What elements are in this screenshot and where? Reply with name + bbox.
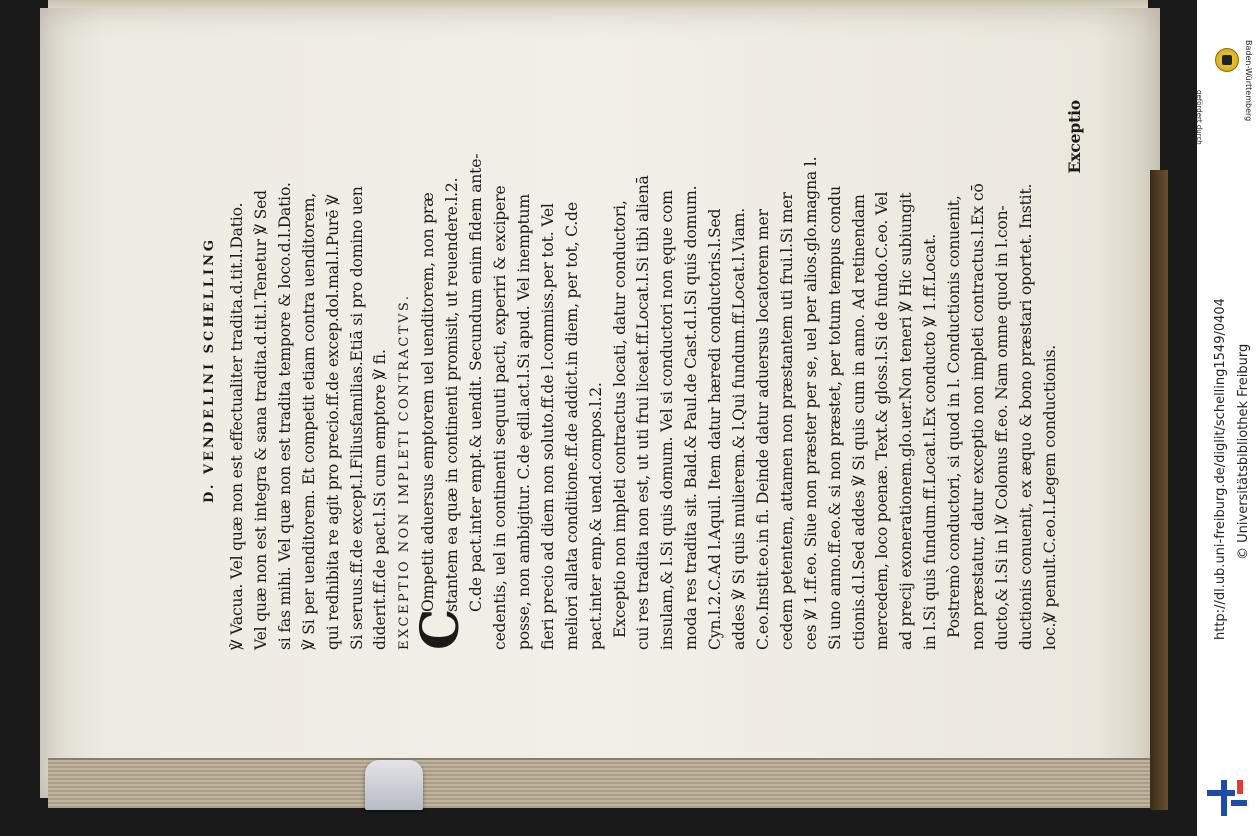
text-line: Cyn.l.2.C.Ad l.Aquil. Item datur hæredi conductoris.l.Sed: [706, 208, 725, 650]
text-line: Si seruus.ff.de except.l.Filiusfamilias.Etiā si pro domino uen: [347, 186, 366, 650]
text-line: C.eo.Instit.eo.in fi. Deinde datur aduersus locatorem mer: [753, 209, 772, 650]
library-logo-icon[interactable]: [1207, 780, 1251, 824]
text-line: C.de pact.inter empt.& uendit. Secundum enim fidem ante-: [467, 153, 486, 612]
text-line: meliori allata conditione.ff.de addict.in diem, per tot, C.de: [562, 202, 581, 650]
book-spine: [1150, 170, 1168, 810]
text-line: cedem petentem, attamen non præstantem uti frui.l.Si mer: [777, 192, 796, 650]
text-line: insulam,& l.Si quis domum. Vel si conductori non ęque com: [658, 190, 677, 650]
text-line: addes ℣ Si quis mulierem.& l.Qui fundum.ff.Locat.l.Viam.: [730, 207, 749, 650]
text-line: si fas mihi. Vel quæ non est tradita tempore & loco.d.l.Datio.: [275, 182, 294, 650]
catchword: Exceptio: [1064, 100, 1084, 174]
text-line: loc.℣ penult.C.eo.l.Legem conductionis.: [1040, 344, 1059, 650]
text-line: Vel quæ non est integra & sana tradita.d.tit.l.Tenetur ℣ Sed: [251, 190, 270, 650]
text-line: Exceptio non impleti contractus locati, datur conductori,: [610, 200, 629, 638]
text-line: in l.Si quis fundum.ff.Locat.l.Ex conducto ℣ 1.ff.Locat.: [921, 234, 940, 650]
running-head: D. VENDELINI SCHELLING: [202, 237, 217, 503]
sponsor-line2: Baden-Württemberg: [1244, 40, 1253, 122]
copyright-notice: © Universitätsbibliothek Freiburg: [1236, 343, 1251, 560]
text-line: moda res tradita sit. Bald.& Paul.de Cast.d.l.Si quis domum.: [682, 185, 701, 650]
text-line: cedentis, uel in continenti sequuti pacti, experiri & excipere: [490, 185, 509, 650]
coat-of-arms-icon: [1215, 48, 1239, 72]
text-line: ductionis conuenit, ex æquo & bono præstari oportet. Instit.: [1016, 183, 1035, 650]
text-line: ces ℣ 1.ff.eo. Siue non præster per se, uel per alios.glo.magna l.: [801, 156, 820, 650]
text-line: ducto,& l.Si in l.℣ Colonus ff.eo. Nam omne quod in l.con-: [993, 205, 1011, 650]
text-line: Postremò conductori, si quod in l. Conductionis conuenit,: [945, 195, 964, 638]
text-line: non præstatur, datur exceptio non impleti contractus.l.Ex cō: [969, 183, 988, 650]
text-line: qui redhibita re agit pro precio.ff.de excep.dol.mal.l.Purē ℣: [323, 194, 342, 650]
text-line: posse, non ambigitur. C.de ędil.act.l.Si apud. Vel inemptum: [514, 194, 533, 650]
text-line-content: Ompetit aduersus emptorem uel uenditorem, non præ: [419, 192, 438, 612]
sponsor-badge: [1195, 30, 1257, 145]
text-line: cui res tradita non est, ut uti frui liceat.ff.Locat.l.Si tibi alienā: [634, 175, 653, 650]
drop-cap: C: [410, 608, 472, 650]
text-line: ℣ Vacua. Vel quæ non est effectualiter tradita.d.tit.l.Datio.: [228, 202, 246, 650]
page-text-block: [200, 90, 1084, 650]
text-line: pact.inter emp.& uend.compos.l.2.: [586, 382, 605, 650]
text-line: stantem ea quæ in continenti promisit, ut reuendere.l.2.: [443, 177, 462, 612]
page-clip: [365, 760, 423, 810]
text-line: fieri precio ad diem non soluto.ff.de l.commiss.per tot. Vel: [538, 203, 557, 650]
text-line: Si uno anno.ff.eo.& si non præstet, per totum tempus condu: [825, 186, 844, 650]
text-line: mercedem, loco poenæ. Text.& gloss.l.Si de fundo.C.eo. Vel: [873, 191, 892, 650]
text-line: ℣ Si per uenditorem. Et competit etiam contra uenditorem,: [299, 192, 318, 650]
text-line: diderit.ff.de pact.l.Si cum emptore ℣ fi.: [371, 349, 390, 650]
sponsor-line1: gefördert durch: [1195, 90, 1203, 145]
book-fore-edge: [48, 758, 1160, 808]
permalink-url[interactable]: http://dl.ub.uni-freiburg.de/diglit/schelling1549/0404: [1213, 298, 1228, 640]
section-heading: EXCEPTIO NON IMPLETI CONTRACTVS.: [397, 293, 413, 650]
page-lines: [226, 90, 1063, 650]
text-line: ad precij exonerationem.glo.uer.Non teneri ℣ Hic subiungit: [897, 192, 916, 650]
text-line: ctionis.d.l.Sed addes ℣ Si quis cum in anno. Ad retinendam: [849, 194, 868, 650]
